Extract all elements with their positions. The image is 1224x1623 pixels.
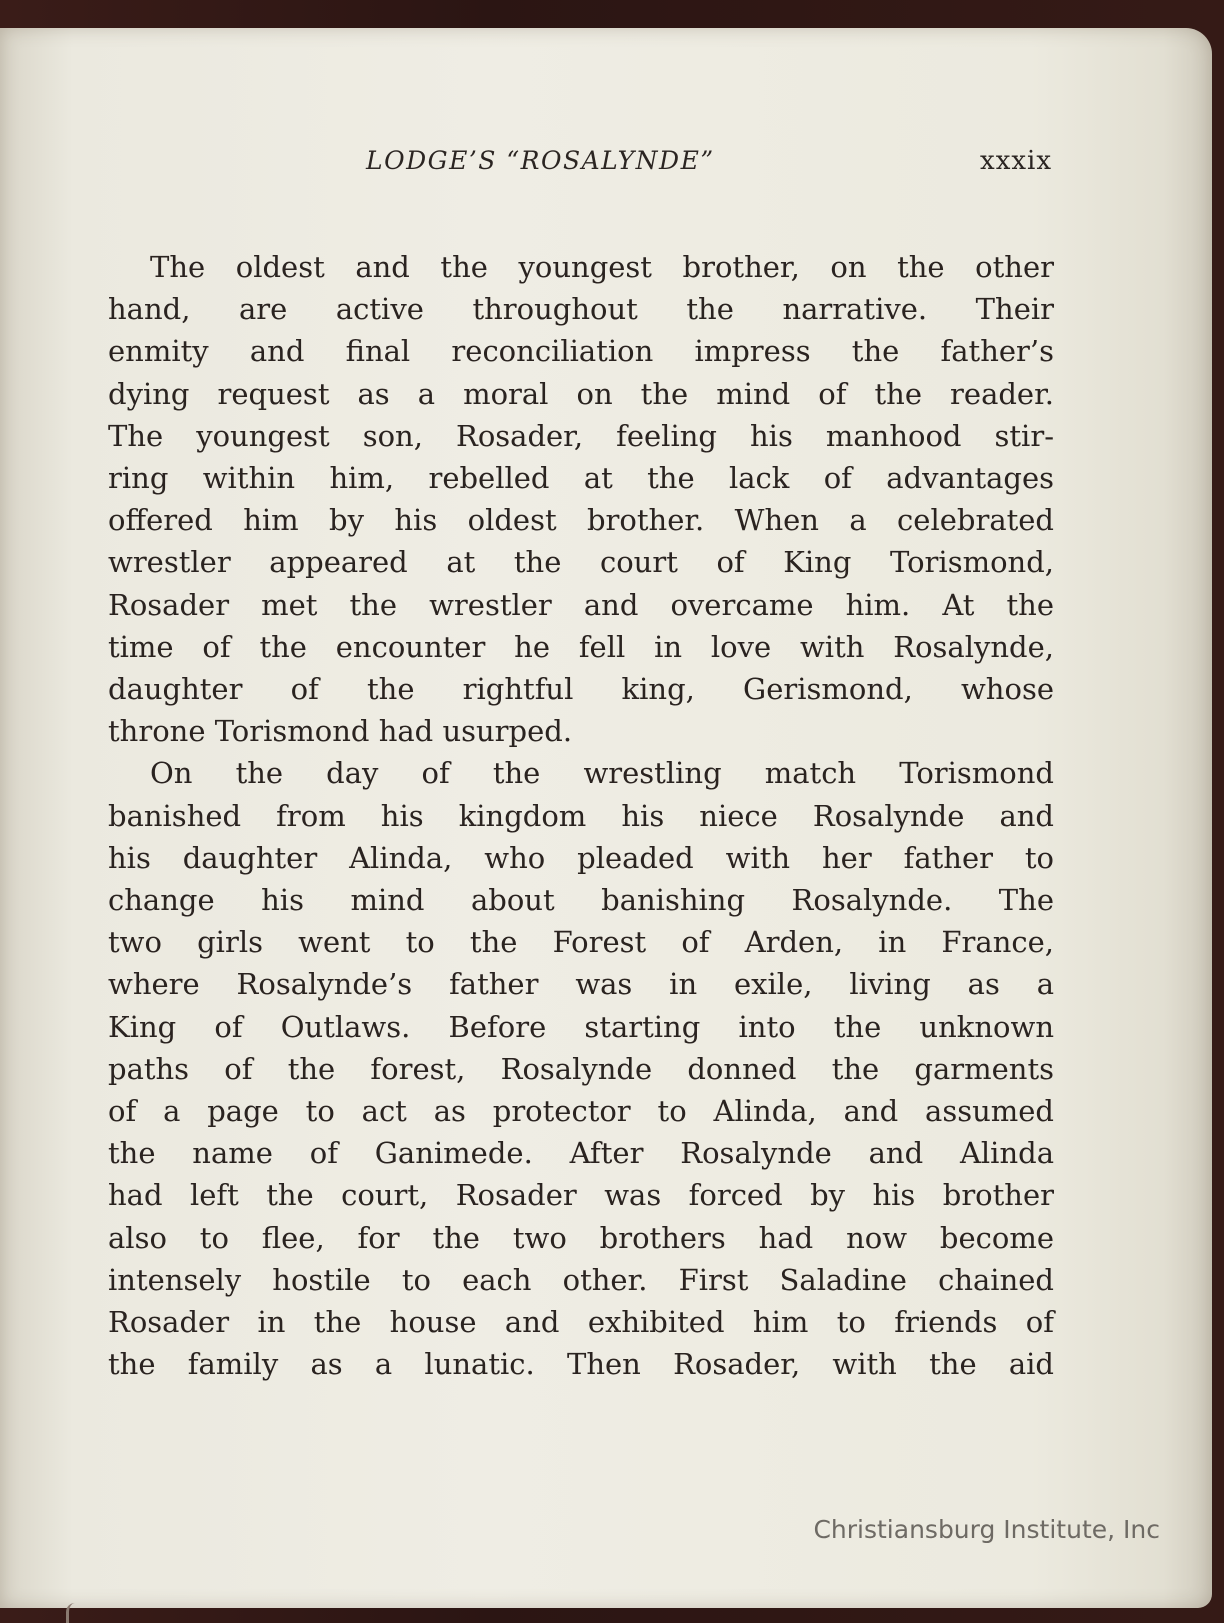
text-line: On the day of the wrestling match Torismond: [150, 756, 1054, 791]
text-line: change his mind about banishing Rosalynde. The: [108, 883, 1054, 918]
watermark: Christiansburg Institute, Inc: [813, 1515, 1160, 1544]
text-line: had left the court, Rosader was forced by his brother: [108, 1178, 1054, 1213]
text-line: throne Torismond had usurped.: [108, 714, 573, 749]
text-line: The oldest and the youngest brother, on the other: [150, 250, 1054, 284]
text-line: ring within him, rebelled at the lack of advantages: [108, 461, 1054, 496]
text-line: Rosader met the wrestler and overcame him. At the: [108, 587, 1054, 622]
text-line: where Rosalynde’s father was in exile, living as a: [108, 967, 1054, 1002]
text-line: dying request as a moral on the mind of the reader.: [108, 376, 1054, 411]
text-line: daughter of the rightful king, Gerismond, whose: [108, 672, 1054, 707]
text-line: King of Outlaws. Before starting into the unknown: [108, 1009, 1054, 1044]
paragraph-1: [108, 246, 1054, 752]
body-text: [108, 246, 1054, 1385]
text-line: the name of Ganimede. After Rosalynde and Alinda: [108, 1136, 1054, 1171]
text-line: two girls went to the Forest of Arden, in France,: [108, 925, 1054, 960]
text-line: wrestler appeared at the court of King Torismond,: [108, 545, 1054, 580]
running-title: LODGE’S “ROSALYNDE”: [366, 146, 715, 175]
page-number: xxxix: [980, 146, 1052, 176]
text-line: banished from his kingdom his niece Rosalynde and: [108, 798, 1054, 833]
paragraph-2: [108, 752, 1054, 1385]
text-line: paths of the forest, Rosalynde donned the garments: [108, 1051, 1054, 1086]
book-page: [0, 28, 1212, 1608]
text-line: intensely hostile to each other. First Saladine chained: [108, 1262, 1054, 1297]
text-line: the family as a lunatic. Then Rosader, with the aid: [108, 1347, 1054, 1382]
text-line: enmity and final reconciliation impress the father’s: [108, 334, 1054, 369]
text-line: The youngest son, Rosader, feeling his manhood stir-: [108, 418, 1054, 453]
text-line: of a page to act as protector to Alinda, and assumed: [108, 1094, 1054, 1129]
page-header: [108, 146, 1052, 186]
text-line: offered him by his oldest brother. When a celebrated: [108, 503, 1054, 538]
text-line: his daughter Alinda, who pleaded with her father to: [108, 840, 1054, 875]
page-edge-mark: [66, 1603, 75, 1623]
text-line: Rosader in the house and exhibited him to friends of: [108, 1305, 1054, 1340]
text-line: also to flee, for the two brothers had now become: [108, 1220, 1054, 1255]
text-line: hand, are active throughout the narrative. Their: [108, 292, 1054, 327]
text-line: time of the encounter he fell in love with Rosalynde,: [108, 629, 1054, 664]
